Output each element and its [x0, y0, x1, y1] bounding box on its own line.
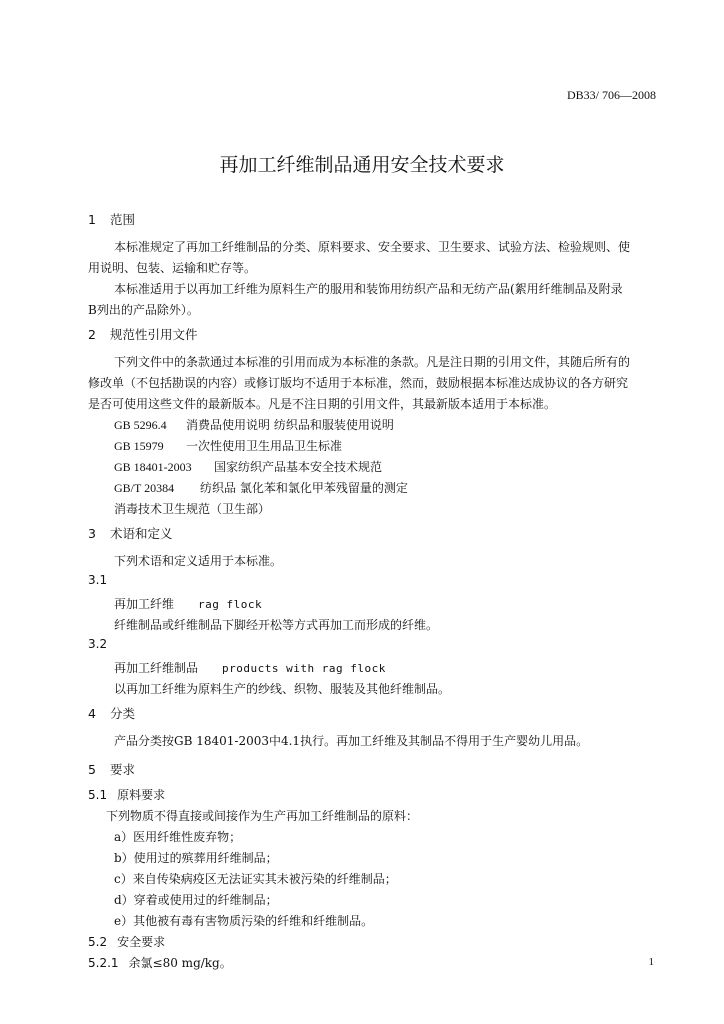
term-entry — [114, 595, 262, 612]
page-number: 1 — [648, 956, 654, 968]
reference-code: GB/T 20384 — [114, 481, 175, 495]
subsection-heading — [88, 933, 165, 950]
paragraph-line: 本标准适用于以再加工纤维为原料生产的服用和装饰用纺织产品和无纺产品(絮用纤维制品及附录 — [114, 282, 623, 296]
reference-code: GB 5296.4 — [114, 418, 167, 432]
term-name: 再加工纤维制品 — [114, 661, 199, 675]
paragraph-line: 产品分类按GB 18401-2003中4.1执行。再加工纤维及其制品不得用于生产婴幼儿用品。 — [114, 734, 589, 748]
term-definition: 以再加工纤维为原料生产的纱线、织物、服装及其他纤维制品。 — [114, 682, 451, 696]
reference-code: GB 18401-2003 — [114, 460, 192, 474]
section-number: 5 — [88, 762, 96, 777]
paragraph-line: 下列文件中的条款通过本标准的引用而成为本标准的条款。凡是注日期的引用文件，其随后所有的 — [114, 355, 631, 369]
list-item: c）来自传染病疫区无法证实其未被污染的纤维制品； — [114, 872, 397, 886]
list-item: d）穿着或使用过的纤维制品； — [114, 893, 278, 907]
section-3-heading — [88, 524, 173, 542]
standard-number: DB33/ 706—2008 — [566, 88, 656, 102]
list-item: e）其他被有毒有害物质污染的纤维和纤维制品。 — [114, 914, 374, 928]
paragraph-line: B列出的产品除外）。 — [88, 303, 199, 317]
subsection-number: 5.1 — [88, 788, 108, 802]
reference-title: 消费品使用说明 纺织品和服装使用说明 — [186, 418, 394, 432]
term-english: rag flock — [198, 598, 263, 611]
subsection-heading — [88, 786, 165, 803]
section-number: 2 — [88, 327, 96, 342]
reference-title: 国家纺织产品基本安全技术规范 — [214, 460, 383, 474]
term-entry — [114, 659, 386, 676]
section-2-heading — [88, 325, 198, 343]
paragraph-line: 下列术语和定义适用于本标准。 — [114, 554, 283, 568]
list-item: b）使用过的殡葬用纤维制品； — [114, 851, 278, 865]
section-title: 分类 — [110, 706, 136, 721]
paragraph-line: 修改单（不包括勘误的内容）或修订版均不适用于本标准，然而，鼓励根据本标准达成协议的各方研究 — [88, 376, 629, 390]
section-number: 4 — [88, 706, 96, 721]
clause-line — [88, 954, 232, 971]
term-name: 再加工纤维 — [114, 597, 175, 611]
section-title: 规范性引用文件 — [110, 327, 198, 342]
clause-number: 5.2.1 — [88, 956, 119, 970]
section-4-heading — [88, 704, 135, 722]
term-number: 3.1 — [88, 573, 108, 587]
reference-item — [114, 479, 408, 496]
paragraph-line: 用说明、包装、运输和贮存等。 — [88, 261, 257, 275]
subsection-number: 5.2 — [88, 935, 108, 949]
reference-code: GB 15979 — [114, 439, 164, 453]
subsection-title: 安全要求 — [117, 935, 166, 949]
clause-text: 余氯≤80 mg/kg。 — [128, 956, 232, 970]
section-title: 要求 — [110, 762, 136, 777]
term-number: 3.2 — [88, 637, 108, 651]
reference-item — [114, 416, 394, 433]
paragraph-line: 下列物质不得直接或间接作为生产再加工纤维制品的原料： — [106, 809, 419, 823]
section-5-heading — [88, 760, 135, 778]
section-number: 1 — [88, 212, 96, 227]
reference-item: 消毒技术卫生规范（卫生部） — [114, 502, 271, 516]
reference-title: 一次性使用卫生用品卫生标准 — [186, 439, 343, 453]
term-definition: 纤维制品或纤维制品下脚经开松等方式再加工而形成的纤维。 — [114, 618, 439, 632]
reference-item — [114, 437, 342, 454]
section-number: 3 — [88, 526, 96, 541]
list-item: a）医用纤维性废弃物； — [114, 830, 242, 844]
document-title: 再加工纤维制品通用安全技术要求 — [219, 154, 505, 176]
term-english: products with rag flock — [222, 662, 386, 675]
section-title: 术语和定义 — [110, 526, 173, 541]
paragraph-line: 本标准规定了再加工纤维制品的分类、原料要求、安全要求、卫生要求、试验方法、检验规则、使 — [114, 240, 631, 254]
subsection-title: 原料要求 — [117, 788, 166, 802]
reference-title: 纺织品 氯化苯和氯化甲苯残留量的测定 — [200, 481, 408, 495]
section-title: 范围 — [110, 212, 136, 227]
paragraph-line: 是否可使用这些文件的最新版本。凡是不注日期的引用文件，其最新版本适用于本标准。 — [88, 397, 557, 411]
section-1-heading — [88, 210, 135, 228]
reference-item — [114, 458, 382, 475]
